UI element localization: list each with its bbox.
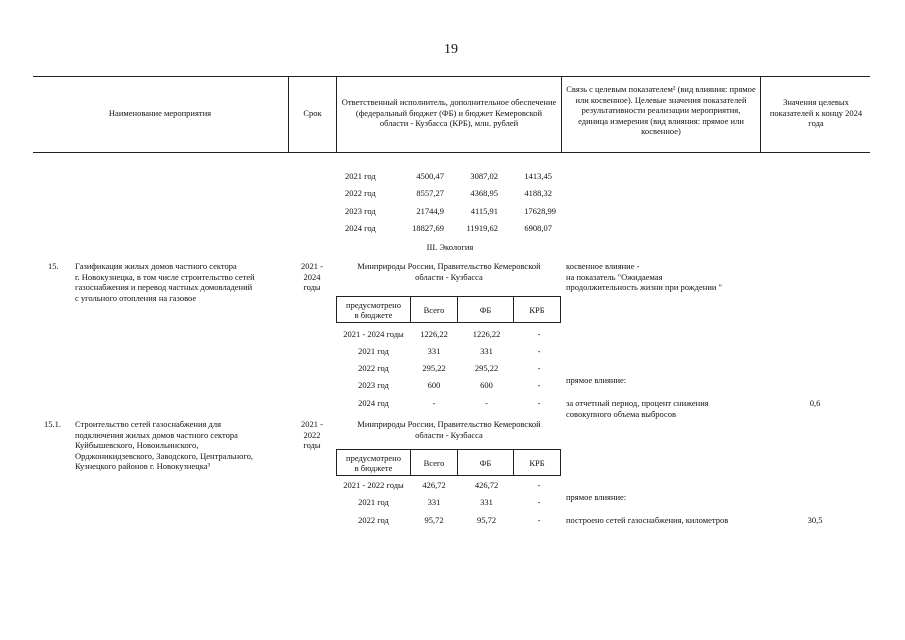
budget-row-fb: 331 — [480, 497, 493, 507]
item-name-line: с угольного отопления на газовое — [75, 292, 197, 303]
budget-row-year: 2022 год — [358, 363, 389, 373]
item-name-line: Газификация жилых домов частного сектора — [75, 261, 237, 271]
budget-row-krb: - — [537, 346, 541, 356]
budget-row-total: 295,22 — [422, 363, 446, 373]
top-row-krb: 4188,32 — [524, 188, 552, 198]
budget-row-total: 600 — [427, 380, 441, 390]
budget-row-fb: 1226,22 — [472, 329, 501, 339]
budget-row-fb: 295,22 — [474, 363, 499, 373]
top-row-total: 4500,47 — [416, 171, 444, 181]
budget-row-fb: 600 — [480, 380, 493, 390]
item-responsible-line: области - Кузбасса — [415, 429, 483, 440]
budget-row-year: 2022 год — [358, 515, 389, 525]
section-title: III. Экология — [426, 242, 474, 252]
header-col-name: Наименование мероприятия — [108, 108, 212, 118]
top-row-fb: 4368,95 — [470, 188, 498, 198]
item-name — [75, 419, 290, 472]
top-row-krb: 6908,07 — [524, 223, 552, 233]
item-term-line: 2021 - — [301, 419, 323, 429]
header-bottom-rule — [33, 152, 870, 153]
item-number: 15.1. — [44, 419, 61, 429]
budget-table-header — [336, 296, 561, 323]
budget-row-year: 2023 год — [358, 380, 389, 390]
col-divider — [760, 76, 761, 153]
header-col-responsible: Ответственный исполнитель, дополнительное обеспечение (федеральный бюджет (ФБ) и бюджет Кемеровской области - Кузбасса (КРБ), млн. рублей — [341, 97, 557, 128]
top-row-fb: 11919,62 — [466, 223, 498, 233]
direct-influence-label: прямое влияние: — [566, 492, 627, 502]
budget-row-total: - — [432, 398, 436, 408]
top-row-total: 18827,69 — [412, 223, 444, 233]
top-row-year: 2024 год — [345, 223, 376, 233]
top-row-year: 2023 год — [345, 206, 376, 216]
budget-head-fb: ФБ — [458, 450, 514, 476]
item-responsible — [338, 261, 560, 282]
budget-head-planned-line: предусмотрено — [346, 452, 401, 463]
budget-row-year: 2021 год — [358, 346, 389, 356]
budget-row-total: 426,72 — [422, 480, 446, 490]
direct-influence-line: совокупного объема выбросов — [566, 408, 677, 419]
item-term — [293, 419, 331, 451]
top-row-fb: 3087,02 — [470, 171, 498, 181]
item-name-line: подключения жилых домов частного сектора — [75, 429, 238, 440]
budget-row-total: 331 — [427, 346, 441, 356]
page-number: 19 — [444, 42, 458, 57]
budget-row-year: 2021 год — [358, 497, 389, 507]
budget-head-planned — [337, 297, 411, 323]
budget-row-fb: 426,72 — [474, 480, 499, 490]
budget-row-year: 2021 - 2022 годы — [343, 480, 404, 490]
item-term-line: 2021 - — [301, 261, 323, 271]
budget-head-planned-line: в бюджете — [354, 462, 393, 473]
direct-influence-text: построено сетей газоснабжения, километров — [566, 515, 729, 525]
budget-row-krb: - — [537, 380, 541, 390]
top-row-year: 2022 год — [345, 188, 376, 198]
budget-row-total: 331 — [427, 497, 441, 507]
top-row-year: 2021 год — [345, 171, 376, 181]
item-name-line: газоснабжения и перевод частных домовладений — [75, 282, 253, 292]
col-divider — [288, 76, 289, 153]
budget-row-fb: - — [485, 398, 488, 408]
budget-row-krb: - — [537, 363, 541, 373]
item-term-line: 2022 — [303, 429, 321, 440]
top-row-fb: 4115,91 — [470, 206, 498, 216]
budget-row-fb: 331 — [480, 346, 493, 356]
budget-head-krb: КРБ — [514, 297, 561, 323]
budget-row-total: 1226,22 — [420, 329, 448, 339]
budget-row-krb: - — [537, 497, 541, 507]
budget-head-planned-line: предусмотрено — [346, 299, 401, 310]
budget-row-krb: - — [537, 480, 541, 490]
header-top-rule — [33, 76, 870, 77]
item-name-line: Строительство сетей газоснабжения для — [75, 419, 222, 429]
budget-row-total: 95,72 — [424, 515, 444, 525]
item-name-line: Кузнецкого районов г. Новокузнецка³ — [75, 461, 211, 471]
item-responsible-line: Минприроды России, Правительство Кемеровской — [357, 419, 541, 429]
budget-row-year: 2021 - 2024 годы — [343, 329, 404, 339]
budget-head-krb: КРБ — [514, 450, 561, 476]
target-value: 30,5 — [807, 515, 823, 525]
item-link — [566, 261, 766, 293]
top-row-krb: 1413,45 — [524, 171, 552, 181]
budget-head-total: Всего — [411, 297, 458, 323]
header-col-value: Значения целевых показателей к концу 2024 года — [769, 97, 863, 128]
item-name-line: г. Новокузнецка, в том числе строительство сетей — [75, 271, 255, 282]
budget-table-header — [336, 449, 561, 476]
item-link-line: продолжительность жизни при рождении " — [566, 282, 723, 292]
item-name — [75, 261, 290, 303]
item-name-line: Орджоникидзевского, Заводского, Центрального, — [75, 450, 254, 461]
budget-head-planned — [337, 450, 411, 476]
budget-row-year: 2024 год — [358, 398, 389, 408]
item-responsible-line: Минприроды России, Правительство Кемеровской — [357, 261, 541, 271]
item-term-line: годы — [303, 282, 321, 292]
header-col-term: Срок — [303, 108, 322, 118]
budget-head-total: Всего — [411, 450, 458, 476]
direct-influence-label: прямое влияние: — [566, 375, 627, 385]
item-name-line: Куйбышевского, Новоильинского, — [75, 440, 199, 450]
col-divider — [336, 76, 337, 153]
item-term-line: годы — [303, 440, 321, 450]
item-term — [293, 261, 331, 293]
item-responsible-line: области - Кузбасса — [415, 271, 483, 282]
header-col-link: Связь с целевым показателем² (вид влияния: прямое или косвенное). Целевые значения показателей результативности реализации мероприятия, единица измерения (вид влияния: прямое или косвенное) — [566, 84, 756, 136]
top-row-krb: 17628,99 — [524, 206, 556, 216]
item-responsible — [338, 419, 560, 440]
item-term-line: 2024 — [303, 271, 321, 282]
budget-row-fb: 95,72 — [476, 515, 497, 525]
budget-head-planned-line: в бюджете — [354, 309, 393, 320]
col-divider — [561, 76, 562, 153]
item-link-line: косвенное влияние - — [566, 261, 640, 271]
budget-head-fb: ФБ — [458, 297, 514, 323]
top-row-total: 21744,9 — [416, 206, 444, 216]
item-number: 15. — [48, 261, 59, 271]
target-value: 0,6 — [809, 398, 821, 408]
direct-influence-text — [566, 398, 766, 419]
item-link-line: на показатель "Ожидаемая — [566, 271, 663, 282]
direct-influence-line: за отчетный период, процент снижения — [566, 398, 709, 408]
budget-row-krb: - — [537, 329, 541, 339]
top-row-total: 8557,27 — [416, 188, 444, 198]
budget-row-krb: - — [537, 398, 541, 408]
budget-row-krb: - — [537, 515, 541, 525]
